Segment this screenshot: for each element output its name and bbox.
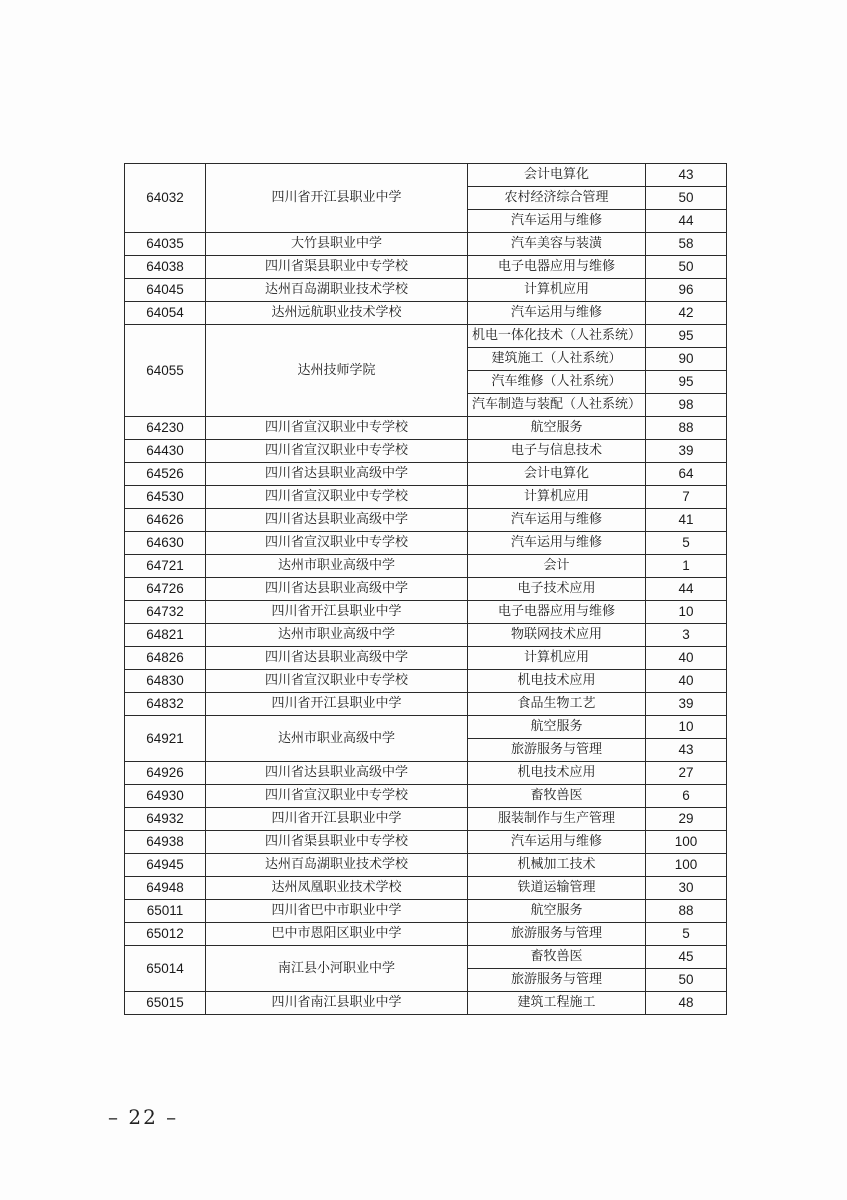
enrollment-count-cell: 98	[646, 394, 727, 417]
enrollment-count-cell: 40	[646, 647, 727, 670]
major-name-cell: 铁道运输管理	[468, 877, 646, 900]
major-name-cell: 机械加工技术	[468, 854, 646, 877]
program-code-cell: 64832	[125, 693, 206, 716]
enrollment-count-cell: 44	[646, 578, 727, 601]
table-row	[125, 440, 727, 463]
school-name-cell: 四川省南江县职业中学	[206, 992, 468, 1015]
major-name-cell: 旅游服务与管理	[468, 969, 646, 992]
major-name-cell: 计算机应用	[468, 486, 646, 509]
program-code-cell: 65014	[125, 946, 206, 992]
enrollment-count-cell: 50	[646, 187, 727, 210]
major-name-cell: 会计	[468, 555, 646, 578]
school-name-cell: 达州远航职业技术学校	[206, 302, 468, 325]
school-name-cell: 四川省达县职业高级中学	[206, 762, 468, 785]
enrollment-count-cell: 10	[646, 716, 727, 739]
major-name-cell: 建筑工程施工	[468, 992, 646, 1015]
enrollment-count-cell: 29	[646, 808, 727, 831]
major-name-cell: 汽车制造与装配（人社系统）	[468, 394, 646, 417]
school-name-cell: 四川省宣汉职业中专学校	[206, 417, 468, 440]
major-name-cell: 汽车运用与维修	[468, 532, 646, 555]
major-name-cell: 畜牧兽医	[468, 946, 646, 969]
major-name-cell: 汽车运用与维修	[468, 210, 646, 233]
enrollment-count-cell: 45	[646, 946, 727, 969]
school-name-cell: 四川省达县职业高级中学	[206, 578, 468, 601]
table-row	[125, 325, 727, 348]
table-row	[125, 831, 727, 854]
table-row	[125, 762, 727, 785]
school-name-cell: 四川省达县职业高级中学	[206, 647, 468, 670]
enrollment-count-cell: 7	[646, 486, 727, 509]
school-name-cell: 四川省巴中市职业中学	[206, 900, 468, 923]
school-name-cell: 四川省宣汉职业中专学校	[206, 532, 468, 555]
major-name-cell: 食品生物工艺	[468, 693, 646, 716]
table-row	[125, 854, 727, 877]
enrollment-count-cell: 42	[646, 302, 727, 325]
enrollment-count-cell: 58	[646, 233, 727, 256]
table-row	[125, 509, 727, 532]
major-name-cell: 会计电算化	[468, 463, 646, 486]
program-code-cell: 64626	[125, 509, 206, 532]
table-row	[125, 785, 727, 808]
enrollment-count-cell: 95	[646, 325, 727, 348]
table-row	[125, 670, 727, 693]
enrollment-count-cell: 43	[646, 739, 727, 762]
major-name-cell: 计算机应用	[468, 647, 646, 670]
major-name-cell: 航空服务	[468, 900, 646, 923]
program-code-cell: 64630	[125, 532, 206, 555]
major-name-cell: 汽车运用与维修	[468, 831, 646, 854]
table-row	[125, 279, 727, 302]
enrollment-count-cell: 6	[646, 785, 727, 808]
program-code-cell: 64926	[125, 762, 206, 785]
table-row	[125, 578, 727, 601]
school-name-cell: 四川省渠县职业中专学校	[206, 256, 468, 279]
program-code-cell: 64732	[125, 601, 206, 624]
program-code-cell: 64045	[125, 279, 206, 302]
page-number: – 22 –	[108, 1105, 179, 1129]
program-code-cell: 64054	[125, 302, 206, 325]
school-name-cell: 四川省开江县职业中学	[206, 601, 468, 624]
program-code-cell: 64921	[125, 716, 206, 762]
enrollment-count-cell: 44	[646, 210, 727, 233]
major-name-cell: 机电一体化技术（人社系统）	[468, 325, 646, 348]
major-name-cell: 汽车运用与维修	[468, 509, 646, 532]
enrollment-count-cell: 39	[646, 440, 727, 463]
school-name-cell: 四川省宣汉职业中专学校	[206, 670, 468, 693]
table-row	[125, 256, 727, 279]
table-row	[125, 417, 727, 440]
program-code-cell: 64932	[125, 808, 206, 831]
program-code-cell: 64035	[125, 233, 206, 256]
program-code-cell: 64948	[125, 877, 206, 900]
program-code-cell: 64830	[125, 670, 206, 693]
program-code-cell: 64038	[125, 256, 206, 279]
table-row	[125, 555, 727, 578]
program-code-cell: 64938	[125, 831, 206, 854]
program-code-cell: 65015	[125, 992, 206, 1015]
major-name-cell: 建筑施工（人社系统）	[468, 348, 646, 371]
enrollment-count-cell: 64	[646, 463, 727, 486]
major-name-cell: 旅游服务与管理	[468, 739, 646, 762]
major-name-cell: 服装制作与生产管理	[468, 808, 646, 831]
school-name-cell: 四川省宣汉职业中专学校	[206, 486, 468, 509]
enrollment-count-cell: 48	[646, 992, 727, 1015]
table-row	[125, 693, 727, 716]
enrollment-count-cell: 50	[646, 256, 727, 279]
table-row	[125, 716, 727, 739]
school-name-cell: 南江县小河职业中学	[206, 946, 468, 992]
major-name-cell: 会计电算化	[468, 164, 646, 187]
program-code-cell: 64530	[125, 486, 206, 509]
major-name-cell: 农村经济综合管理	[468, 187, 646, 210]
major-name-cell: 旅游服务与管理	[468, 923, 646, 946]
enrollment-count-cell: 96	[646, 279, 727, 302]
major-name-cell: 机电技术应用	[468, 670, 646, 693]
enrollment-count-cell: 100	[646, 831, 727, 854]
school-name-cell: 达州市职业高级中学	[206, 555, 468, 578]
program-code-cell: 64230	[125, 417, 206, 440]
table-row	[125, 946, 727, 969]
school-name-cell: 巴中市恩阳区职业中学	[206, 923, 468, 946]
enrollment-count-cell: 50	[646, 969, 727, 992]
school-name-cell: 达州百岛湖职业技术学校	[206, 279, 468, 302]
table-row	[125, 601, 727, 624]
enrollment-count-cell: 88	[646, 417, 727, 440]
table-row	[125, 923, 727, 946]
program-code-cell: 64930	[125, 785, 206, 808]
program-code-cell: 64055	[125, 325, 206, 417]
major-name-cell: 计算机应用	[468, 279, 646, 302]
enrollment-count-cell: 41	[646, 509, 727, 532]
table-row	[125, 624, 727, 647]
program-code-cell: 65011	[125, 900, 206, 923]
school-name-cell: 四川省开江县职业中学	[206, 164, 468, 233]
major-name-cell: 电子电器应用与维修	[468, 256, 646, 279]
table-row	[125, 900, 727, 923]
school-name-cell: 四川省宣汉职业中专学校	[206, 785, 468, 808]
major-name-cell: 物联网技术应用	[468, 624, 646, 647]
table-row	[125, 877, 727, 900]
table-row	[125, 992, 727, 1015]
enrollment-count-cell: 27	[646, 762, 727, 785]
enrollment-count-cell: 3	[646, 624, 727, 647]
major-name-cell: 畜牧兽医	[468, 785, 646, 808]
major-name-cell: 汽车维修（人社系统）	[468, 371, 646, 394]
major-name-cell: 航空服务	[468, 716, 646, 739]
school-name-cell: 大竹县职业中学	[206, 233, 468, 256]
school-name-cell: 达州凤凰职业技术学校	[206, 877, 468, 900]
enrollment-count-cell: 95	[646, 371, 727, 394]
table-row	[125, 532, 727, 555]
school-name-cell: 四川省达县职业高级中学	[206, 509, 468, 532]
table-row	[125, 302, 727, 325]
table-row	[125, 486, 727, 509]
enrollment-count-cell: 30	[646, 877, 727, 900]
major-name-cell: 电子与信息技术	[468, 440, 646, 463]
program-code-cell: 64826	[125, 647, 206, 670]
major-name-cell: 电子电器应用与维修	[468, 601, 646, 624]
program-code-cell: 64945	[125, 854, 206, 877]
school-name-cell: 达州技师学院	[206, 325, 468, 417]
enrollment-count-cell: 39	[646, 693, 727, 716]
school-name-cell: 四川省达县职业高级中学	[206, 463, 468, 486]
major-name-cell: 电子技术应用	[468, 578, 646, 601]
program-code-cell: 64032	[125, 164, 206, 233]
enrollment-table	[124, 163, 727, 1015]
major-name-cell: 航空服务	[468, 417, 646, 440]
school-name-cell: 四川省开江县职业中学	[206, 693, 468, 716]
school-name-cell: 四川省宣汉职业中专学校	[206, 440, 468, 463]
school-name-cell: 达州市职业高级中学	[206, 716, 468, 762]
table-row	[125, 463, 727, 486]
program-code-cell: 64526	[125, 463, 206, 486]
table-row	[125, 164, 727, 187]
enrollment-count-cell: 88	[646, 900, 727, 923]
school-name-cell: 达州市职业高级中学	[206, 624, 468, 647]
program-code-cell: 65012	[125, 923, 206, 946]
table-row	[125, 233, 727, 256]
school-name-cell: 四川省开江县职业中学	[206, 808, 468, 831]
table-row	[125, 647, 727, 670]
school-name-cell: 四川省渠县职业中专学校	[206, 831, 468, 854]
enrollment-count-cell: 90	[646, 348, 727, 371]
program-code-cell: 64726	[125, 578, 206, 601]
enrollment-count-cell: 43	[646, 164, 727, 187]
enrollment-count-cell: 10	[646, 601, 727, 624]
enrollment-table-body	[125, 164, 727, 1015]
table-row	[125, 808, 727, 831]
program-code-cell: 64430	[125, 440, 206, 463]
major-name-cell: 汽车美容与装潢	[468, 233, 646, 256]
program-code-cell: 64821	[125, 624, 206, 647]
enrollment-count-cell: 40	[646, 670, 727, 693]
enrollment-count-cell: 5	[646, 532, 727, 555]
enrollment-count-cell: 100	[646, 854, 727, 877]
program-code-cell: 64721	[125, 555, 206, 578]
major-name-cell: 汽车运用与维修	[468, 302, 646, 325]
major-name-cell: 机电技术应用	[468, 762, 646, 785]
enrollment-count-cell: 1	[646, 555, 727, 578]
enrollment-count-cell: 5	[646, 923, 727, 946]
school-name-cell: 达州百岛湖职业技术学校	[206, 854, 468, 877]
